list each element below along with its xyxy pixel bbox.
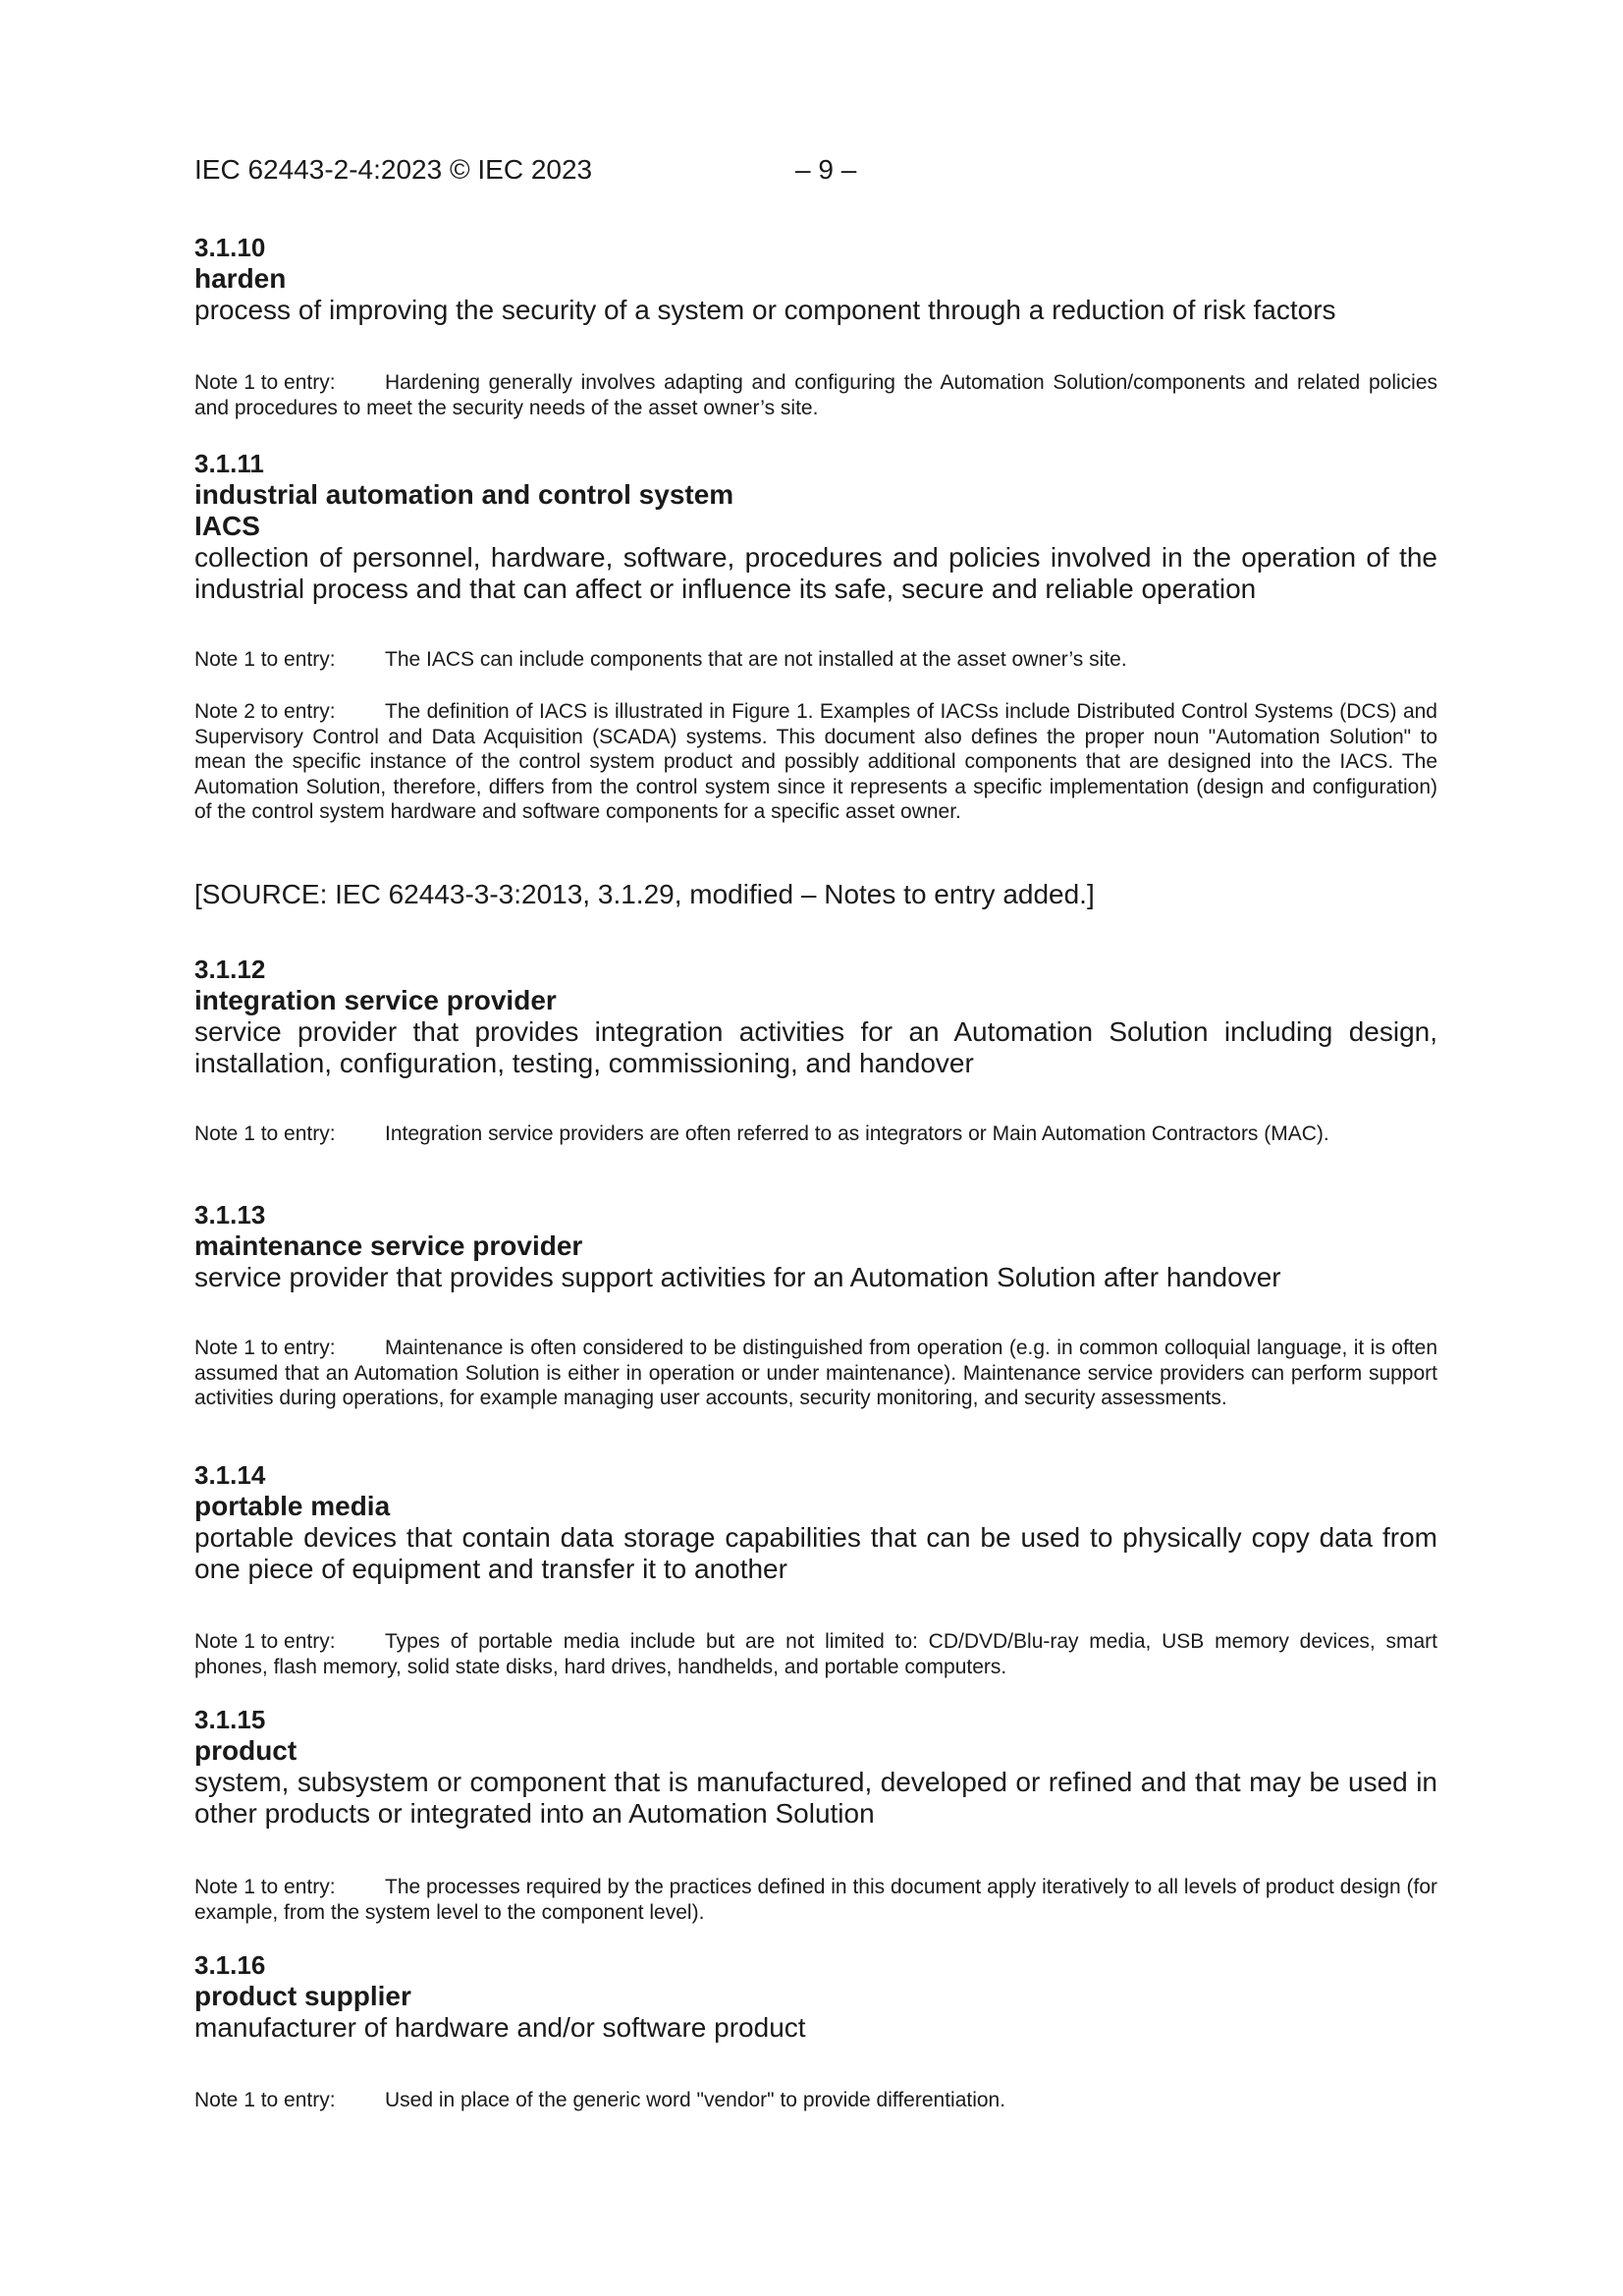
note-to-entry <box>194 2088 1437 2113</box>
page-header <box>194 153 857 187</box>
note-to-entry <box>194 370 1437 420</box>
note-label: Note 1 to entry: <box>194 1337 336 1359</box>
note-to-entry <box>194 699 1437 825</box>
note-to-entry <box>194 1875 1437 1925</box>
term-definition: service provider that provides support activities for an Automation Solution after handover <box>194 1262 1281 1292</box>
note-to-entry <box>194 1629 1437 1679</box>
standard-reference: IEC 62443-2-4:2023 © IEC 2023 <box>194 154 593 185</box>
term-name: product <box>194 1735 298 1766</box>
term-number: 3.1.12 <box>194 955 266 984</box>
term-entry <box>194 1704 1437 1830</box>
note-text: Maintenance is often considered to be distinguished from operation (e.g. in common colloquial language, it is often assumed that an Automation Solution is either in operation or under maintenance). Maintenance service providers can perform support activities during operations, for example managing user accounts, security monitoring, and security assessments. <box>194 1337 1437 1409</box>
note-to-entry <box>194 1121 1437 1147</box>
note-text: The definition of IACS is illustrated in Figure 1. Examples of IACSs include Distributed Control Systems (DCS) and Supervisory Control and Data Acquisition (SCADA) systems. This document also defines the proper noun "Automation Solution" to mean the specific instance of the control system product and possibly additional components that are designed into the IACS. The Automation Solution, therefore, differs from the control system since it represents a specific implementation (design and configuration) of the control system hardware and software components for a specific asset owner. <box>194 700 1437 823</box>
term-name: product supplier <box>194 1981 411 2011</box>
term-name: integration service provider <box>194 985 557 1015</box>
note-text: Types of portable media include but are not limited to: CD/DVD/Blu-ray media, USB memory devices, smart phones, flash memory, solid state disks, hard drives, handhelds, and portable computers. <box>194 1630 1437 1678</box>
note-label: Note 1 to entry: <box>194 371 336 394</box>
note-label: Note 2 to entry: <box>194 700 336 723</box>
term-definition: collection of personnel, hardware, software, procedures and policies involved in the operation of the industrial process and that can affect or influence its safe, secure and reliable operation <box>194 542 1437 604</box>
term-name: harden <box>194 263 287 294</box>
note-text: Used in place of the generic word "vendor" to provide differentiation. <box>385 2089 1006 2111</box>
note-text: Hardening generally involves adapting and configuring the Automation Solution/components and related policies and procedures to meet the security needs of the asset owner’s site. <box>194 371 1437 419</box>
term-entry <box>194 1459 1437 1585</box>
term-number: 3.1.11 <box>194 449 264 478</box>
note-label: Note 1 to entry: <box>194 2089 336 2111</box>
term-name: portable media <box>194 1491 391 1521</box>
term-definition: service provider that provides integration activities for an Automation Solution including design, installation, configuration, testing, commissioning, and handover <box>194 1016 1437 1078</box>
term-number: 3.1.16 <box>194 1950 266 1980</box>
term-name: industrial automation and control system <box>194 479 734 510</box>
term-definition: portable devices that contain data storage capabilities that can be used to physically copy data from one piece of equipment and transfer it to another <box>194 1522 1437 1584</box>
page-number: – 9 – <box>795 154 857 185</box>
note-label: Note 1 to entry: <box>194 1630 336 1653</box>
term-number: 3.1.10 <box>194 233 266 262</box>
term-entry <box>194 1199 1437 1293</box>
term-entry <box>194 448 1437 605</box>
note-label: Note 1 to entry: <box>194 648 336 671</box>
term-number: 3.1.15 <box>194 1705 266 1734</box>
note-to-entry <box>194 647 1437 673</box>
note-label: Note 1 to entry: <box>194 1122 336 1145</box>
term-definition: process of improving the security of a system or component through a reduction of risk factors <box>194 295 1336 325</box>
note-label: Note 1 to entry: <box>194 1876 336 1898</box>
term-entry <box>194 1949 1437 2044</box>
term-name: maintenance service provider <box>194 1230 583 1261</box>
term-abbreviation: IACS <box>194 511 260 541</box>
term-entry <box>194 954 1437 1079</box>
term-entry <box>194 232 1437 326</box>
term-definition: system, subsystem or component that is manufactured, developed or refined and that may be used in other products or integrated into an Automation Solution <box>194 1767 1437 1829</box>
note-to-entry <box>194 1336 1437 1411</box>
term-definition: manufacturer of hardware and/or software product <box>194 2012 806 2043</box>
note-text: The processes required by the practices defined in this document apply iteratively to all levels of product design (for example, from the system level to the component level). <box>194 1876 1437 1924</box>
term-number: 3.1.14 <box>194 1460 266 1490</box>
source-reference: [SOURCE: IEC 62443-3-3:2013, 3.1.29, modified – Notes to entry added.] <box>194 879 1095 909</box>
term-number: 3.1.13 <box>194 1200 266 1230</box>
note-text: The IACS can include components that are not installed at the asset owner’s site. <box>385 648 1127 671</box>
note-text: Integration service providers are often referred to as integrators or Main Automation Contractors (MAC). <box>385 1122 1329 1145</box>
